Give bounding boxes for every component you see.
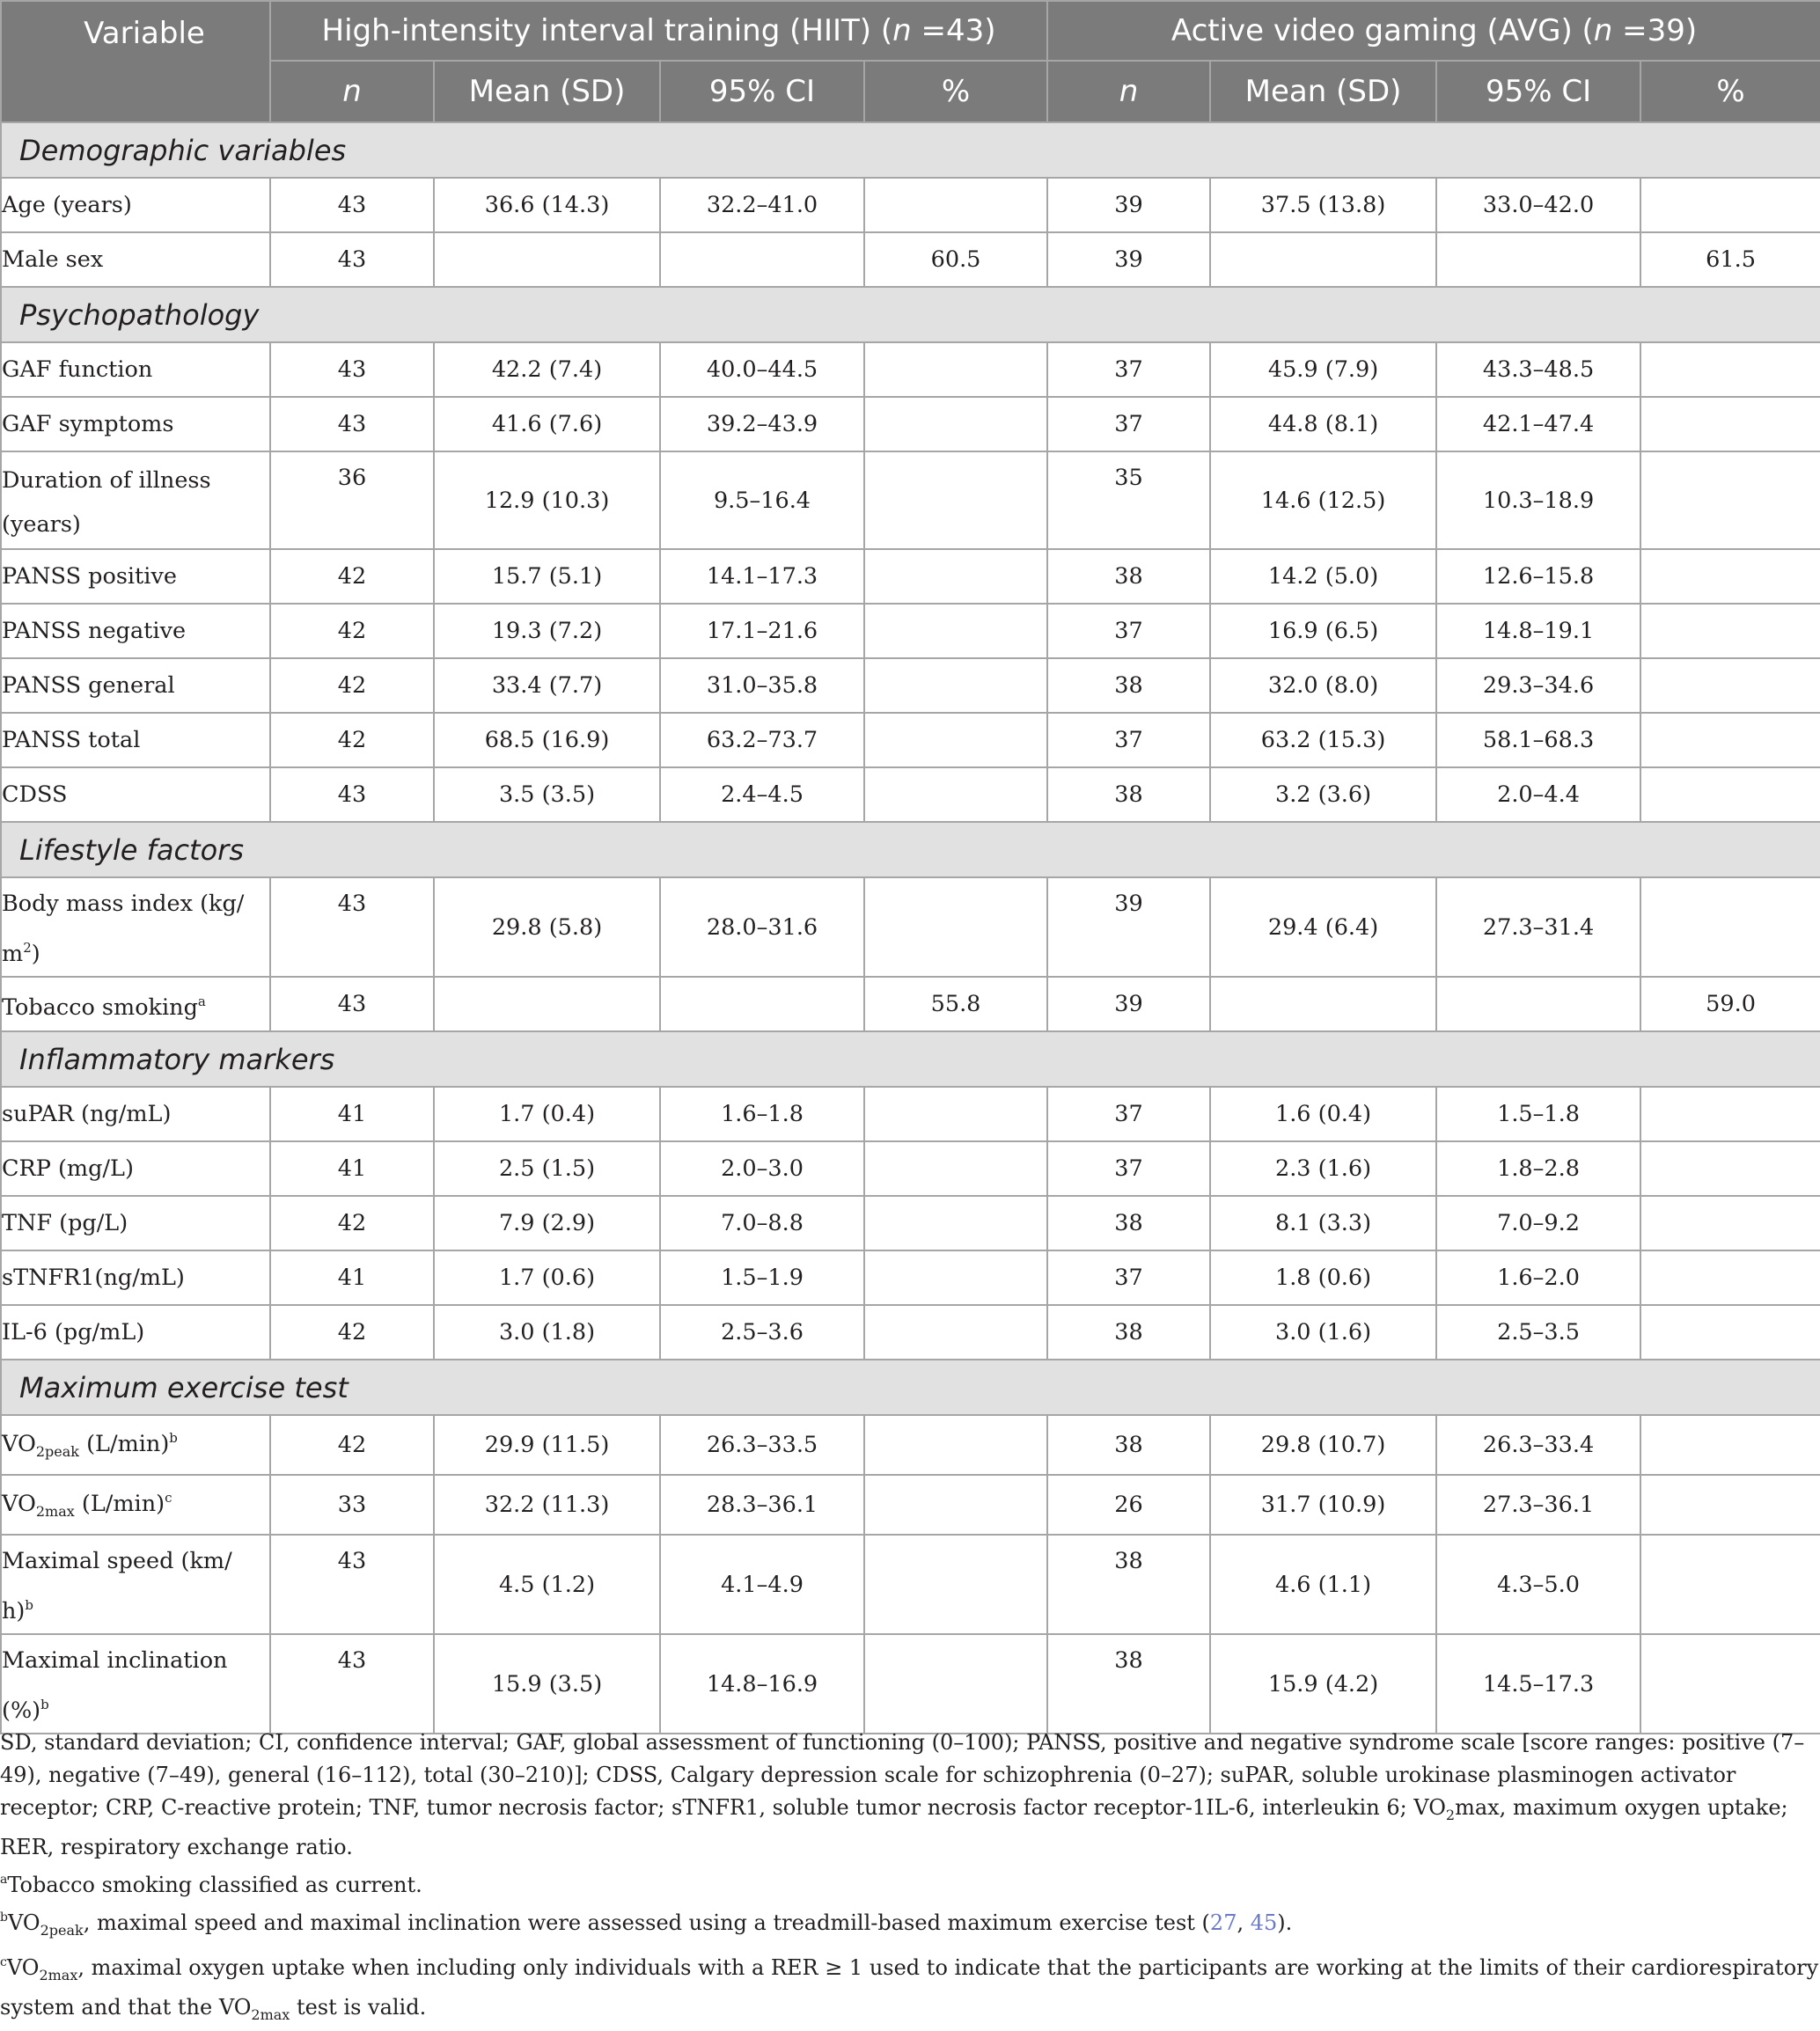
header-col-n: n — [270, 61, 434, 122]
hiit-n: 41 — [270, 1087, 434, 1141]
hiit-mean: 42.2 (7.4) — [434, 342, 660, 397]
hiit-pct — [864, 1305, 1047, 1360]
avg-mean: 15.9 (4.2) — [1210, 1634, 1436, 1734]
section-row — [1, 287, 1820, 342]
avg-ci: 2.0–4.4 — [1436, 767, 1640, 822]
avg-mean: 4.6 (1.1) — [1210, 1535, 1436, 1634]
reference-link[interactable]: 45 — [1250, 1910, 1278, 1935]
avg-ci: 27.3–31.4 — [1436, 877, 1640, 977]
avg-mean: 1.8 (0.6) — [1210, 1250, 1436, 1305]
hiit-ci: 14.8–16.9 — [660, 1634, 864, 1734]
hiit-mean: 1.7 (0.4) — [434, 1087, 660, 1141]
hiit-n: 43 — [270, 342, 434, 397]
avg-pct — [1640, 877, 1820, 977]
footnote-b: $^bVO_{2peak}$, maximal speed and maximal inclination were assessed using a treadmill-based maximum exercise test (27, 45). — [0, 1910, 1293, 1939]
avg-pct — [1640, 549, 1820, 604]
hiit-pct — [864, 767, 1047, 822]
hiit-ci: 26.3–33.5 — [660, 1415, 864, 1475]
avg-ci: 14.5–17.3 — [1436, 1634, 1640, 1734]
hiit-ci: 4.1–4.9 — [660, 1535, 864, 1634]
row-label: suPAR (ng/mL) — [1, 1087, 270, 1141]
avg-n: 38 — [1047, 1415, 1210, 1475]
header-col-mean: Mean (SD) — [1210, 61, 1436, 122]
hiit-ci: 28.0–31.6 — [660, 877, 864, 977]
hiit-pct — [864, 877, 1047, 977]
header-col-pct: % — [1640, 61, 1820, 122]
avg-n: 37 — [1047, 604, 1210, 658]
table-footnotes — [0, 1727, 1820, 2031]
avg-mean: 45.9 (7.9) — [1210, 342, 1436, 397]
avg-ci: 43.3–48.5 — [1436, 342, 1640, 397]
hiit-pct — [864, 342, 1047, 397]
table-row — [1, 342, 1820, 397]
row-label: CDSS — [1, 767, 270, 822]
table-row — [1, 1475, 1820, 1535]
hiit-n: 43 — [270, 232, 434, 287]
hiit-mean: 33.4 (7.7) — [434, 658, 660, 713]
hiit-ci: 63.2–73.7 — [660, 713, 864, 767]
hiit-ci: 2.0–3.0 — [660, 1141, 864, 1196]
row-label: Tobacco smoking$^a$ — [1, 977, 270, 1031]
table-row — [1, 604, 1820, 658]
row-label: Body mass index (kg/ $m^2$) — [1, 877, 270, 977]
avg-ci: 1.5–1.8 — [1436, 1087, 1640, 1141]
avg-n: 37 — [1047, 342, 1210, 397]
hiit-pct — [864, 397, 1047, 451]
header-col-ci: 95% CI — [1436, 61, 1640, 122]
table-row — [1, 877, 1820, 977]
row-label: PANSS general — [1, 658, 270, 713]
avg-ci: 1.6–2.0 — [1436, 1250, 1640, 1305]
reference-link[interactable]: 27 — [1209, 1910, 1237, 1935]
avg-ci — [1436, 232, 1640, 287]
header-variable: Variable — [1, 1, 270, 122]
hiit-mean: 19.3 (7.2) — [434, 604, 660, 658]
avg-ci: 14.8–19.1 — [1436, 604, 1640, 658]
hiit-pct — [864, 658, 1047, 713]
table-row — [1, 549, 1820, 604]
hiit-pct — [864, 1535, 1047, 1634]
avg-mean: 1.6 (0.4) — [1210, 1087, 1436, 1141]
avg-pct — [1640, 713, 1820, 767]
hiit-ci — [660, 232, 864, 287]
avg-mean: 29.8 (10.7) — [1210, 1415, 1436, 1475]
hiit-ci: 39.2–43.9 — [660, 397, 864, 451]
table-row — [1, 1250, 1820, 1305]
header-col-mean: Mean (SD) — [434, 61, 660, 122]
table-row — [1, 451, 1820, 549]
avg-n: 39 — [1047, 877, 1210, 977]
row-label: IL-6 (pg/mL) — [1, 1305, 270, 1360]
avg-n: 37 — [1047, 1141, 1210, 1196]
table-row — [1, 232, 1820, 287]
avg-ci: 27.3–36.1 — [1436, 1475, 1640, 1535]
hiit-ci: 2.5–3.6 — [660, 1305, 864, 1360]
table-row — [1, 1305, 1820, 1360]
avg-ci: 7.0–9.2 — [1436, 1196, 1640, 1250]
hiit-n: 42 — [270, 549, 434, 604]
avg-pct — [1640, 1475, 1820, 1535]
avg-n: 38 — [1047, 1196, 1210, 1250]
hiit-pct: 55.8 — [864, 977, 1047, 1031]
avg-pct — [1640, 1141, 1820, 1196]
hiit-mean: 29.9 (11.5) — [434, 1415, 660, 1475]
avg-mean: 37.5 (13.8) — [1210, 178, 1436, 232]
row-label: sTNFR1(ng/mL) — [1, 1250, 270, 1305]
avg-n: 39 — [1047, 232, 1210, 287]
table-body — [1, 122, 1820, 1734]
row-label: PANSS total — [1, 713, 270, 767]
avg-mean: 29.4 (6.4) — [1210, 877, 1436, 977]
row-label: Age (years) — [1, 178, 270, 232]
hiit-n: 43 — [270, 977, 434, 1031]
hiit-pct: 60.5 — [864, 232, 1047, 287]
hiit-mean: 12.9 (10.3) — [434, 451, 660, 549]
avg-mean — [1210, 977, 1436, 1031]
hiit-mean — [434, 977, 660, 1031]
hiit-ci: 1.6–1.8 — [660, 1087, 864, 1141]
avg-pct — [1640, 178, 1820, 232]
hiit-n: 42 — [270, 1196, 434, 1250]
hiit-n: 43 — [270, 397, 434, 451]
avg-pct — [1640, 342, 1820, 397]
hiit-mean: 7.9 (2.9) — [434, 1196, 660, 1250]
avg-pct — [1640, 604, 1820, 658]
avg-pct — [1640, 1535, 1820, 1634]
hiit-ci: 32.2–41.0 — [660, 178, 864, 232]
hiit-n: 42 — [270, 1305, 434, 1360]
row-label: $VO_{2max}$ $(L/\min)^c$ — [1, 1475, 270, 1535]
avg-n: 38 — [1047, 549, 1210, 604]
hiit-n: 43 — [270, 178, 434, 232]
section-title-lifestyle: Lifestyle factors — [1, 822, 1820, 877]
row-label: Duration of illness (years) — [1, 451, 270, 549]
avg-mean: 14.2 (5.0) — [1210, 549, 1436, 604]
table-row — [1, 1634, 1820, 1734]
hiit-mean: 3.0 (1.8) — [434, 1305, 660, 1360]
avg-mean: 31.7 (10.9) — [1210, 1475, 1436, 1535]
header-row-columns — [1, 61, 1820, 122]
hiit-mean: 32.2 (11.3) — [434, 1475, 660, 1535]
avg-n: 37 — [1047, 713, 1210, 767]
avg-mean: 14.6 (12.5) — [1210, 451, 1436, 549]
row-label: Maximal speed (km/ h)$^b$ — [1, 1535, 270, 1634]
hiit-n: 42 — [270, 658, 434, 713]
avg-n: 38 — [1047, 1634, 1210, 1734]
footnote-a: $^a$Tobacco smoking classified as current. — [0, 1873, 422, 1897]
row-label: $VO_{2peak}$ $(L/\min)^b$ — [1, 1415, 270, 1475]
section-title-inflammatory: Inflammatory markers — [1, 1031, 1820, 1087]
hiit-pct — [864, 451, 1047, 549]
hiit-ci: 31.0–35.8 — [660, 658, 864, 713]
avg-n: 37 — [1047, 1087, 1210, 1141]
hiit-mean: 3.5 (3.5) — [434, 767, 660, 822]
avg-pct — [1640, 1196, 1820, 1250]
avg-ci: 2.5–3.5 — [1436, 1305, 1640, 1360]
avg-pct — [1640, 658, 1820, 713]
table-header — [1, 1, 1820, 122]
row-label: GAF symptoms — [1, 397, 270, 451]
hiit-n: 43 — [270, 1535, 434, 1634]
hiit-pct — [864, 1475, 1047, 1535]
avg-pct — [1640, 1250, 1820, 1305]
avg-pct — [1640, 1634, 1820, 1734]
table-row — [1, 713, 1820, 767]
avg-n: 39 — [1047, 977, 1210, 1031]
avg-ci: 33.0–42.0 — [1436, 178, 1640, 232]
avg-pct — [1640, 1087, 1820, 1141]
hiit-n: 33 — [270, 1475, 434, 1535]
avg-n: 37 — [1047, 397, 1210, 451]
table-row — [1, 1196, 1820, 1250]
hiit-n: 41 — [270, 1141, 434, 1196]
table-row — [1, 397, 1820, 451]
avg-mean: 3.0 (1.6) — [1210, 1305, 1436, 1360]
table-row — [1, 1141, 1820, 1196]
avg-n: 38 — [1047, 658, 1210, 713]
hiit-pct — [864, 549, 1047, 604]
avg-mean: 3.2 (3.6) — [1210, 767, 1436, 822]
avg-ci: 29.3–34.6 — [1436, 658, 1640, 713]
hiit-mean: 1.7 (0.6) — [434, 1250, 660, 1305]
hiit-n: 43 — [270, 877, 434, 977]
hiit-ci: 7.0–8.8 — [660, 1196, 864, 1250]
avg-ci: 26.3–33.4 — [1436, 1415, 1640, 1475]
avg-n: 38 — [1047, 767, 1210, 822]
avg-pct — [1640, 767, 1820, 822]
hiit-mean: 41.6 (7.6) — [434, 397, 660, 451]
row-label: TNF (pg/L) — [1, 1196, 270, 1250]
hiit-pct — [864, 178, 1047, 232]
avg-ci — [1436, 977, 1640, 1031]
hiit-pct — [864, 713, 1047, 767]
hiit-pct — [864, 1634, 1047, 1734]
avg-ci: 10.3–18.9 — [1436, 451, 1640, 549]
hiit-mean: 36.6 (14.3) — [434, 178, 660, 232]
avg-pct — [1640, 451, 1820, 549]
hiit-n: 41 — [270, 1250, 434, 1305]
hiit-mean: 4.5 (1.2) — [434, 1535, 660, 1634]
avg-n: 26 — [1047, 1475, 1210, 1535]
hiit-mean — [434, 232, 660, 287]
avg-n: 35 — [1047, 451, 1210, 549]
avg-mean: 44.8 (8.1) — [1210, 397, 1436, 451]
hiit-ci: 14.1–17.3 — [660, 549, 864, 604]
section-row — [1, 822, 1820, 877]
row-label: CRP (mg/L) — [1, 1141, 270, 1196]
row-label: Male sex — [1, 232, 270, 287]
header-col-ci: 95% CI — [660, 61, 864, 122]
hiit-n: 43 — [270, 1634, 434, 1734]
hiit-n: 42 — [270, 713, 434, 767]
hiit-mean: 2.5 (1.5) — [434, 1141, 660, 1196]
table-row — [1, 658, 1820, 713]
avg-pct — [1640, 1415, 1820, 1475]
hiit-pct — [864, 1196, 1047, 1250]
avg-ci: 42.1–47.4 — [1436, 397, 1640, 451]
hiit-ci: 9.5–16.4 — [660, 451, 864, 549]
avg-n: 38 — [1047, 1305, 1210, 1360]
section-title-psychopathology: Psychopathology — [1, 287, 1820, 342]
section-title-exercise: Maximum exercise test — [1, 1360, 1820, 1415]
hiit-ci: 40.0–44.5 — [660, 342, 864, 397]
hiit-pct — [864, 1141, 1047, 1196]
avg-ci: 1.8–2.8 — [1436, 1141, 1640, 1196]
hiit-ci — [660, 977, 864, 1031]
avg-ci: 4.3–5.0 — [1436, 1535, 1640, 1634]
avg-ci: 12.6–15.8 — [1436, 549, 1640, 604]
hiit-n: 43 — [270, 767, 434, 822]
section-row — [1, 122, 1820, 178]
hiit-ci: 17.1–21.6 — [660, 604, 864, 658]
avg-pct — [1640, 397, 1820, 451]
hiit-n: 42 — [270, 604, 434, 658]
avg-ci: 58.1–68.3 — [1436, 713, 1640, 767]
section-title-demographic: Demographic variables — [1, 122, 1820, 178]
header-col-pct: % — [864, 61, 1047, 122]
hiit-pct — [864, 1415, 1047, 1475]
footnote-abbreviations: SD, standard deviation; CI, confidence interval; GAF, global assessment of functioning (0–100); PANSS, positive and negative syndrome scale [score ranges: positive (7–49), negative (7–49), general (16–112), total (30–210)]; CDSS, Calgary depression scale for schizophrenia (0–27); suPAR, soluble urokinase plasminogen activator receptor; CRP, C-reactive protein; TNF, tumor necrosis factor; sTNFR1, soluble tumor necrosis factor receptor-1IL-6, interleukin 6; $VO_2\max$, maximum oxygen uptake; RER, respiratory exchange ratio. — [0, 1730, 1805, 1859]
hiit-ci: 28.3–36.1 — [660, 1475, 864, 1535]
avg-pct: 61.5 — [1640, 232, 1820, 287]
footnote-c: $^cVO_{2max}$, maximal oxygen uptake when including only individuals with a RER ≥ 1 used to indicate that the participants are working at the limits of their cardiorespiratory system and that the $VO_{2max}$ test is valid. — [0, 1955, 1819, 2023]
header-group-avg: Active video gaming (AVG) (n =39) — [1047, 1, 1820, 61]
avg-n: 38 — [1047, 1535, 1210, 1634]
row-label: PANSS negative — [1, 604, 270, 658]
table-row — [1, 178, 1820, 232]
avg-pct — [1640, 1305, 1820, 1360]
hiit-mean: 68.5 (16.9) — [434, 713, 660, 767]
avg-mean: 2.3 (1.6) — [1210, 1141, 1436, 1196]
hiit-mean: 15.7 (5.1) — [434, 549, 660, 604]
section-row — [1, 1031, 1820, 1087]
row-label: Maximal inclination (%)$^b$ — [1, 1634, 270, 1734]
avg-n: 37 — [1047, 1250, 1210, 1305]
avg-n: 39 — [1047, 178, 1210, 232]
table-row — [1, 1087, 1820, 1141]
hiit-pct — [864, 604, 1047, 658]
hiit-pct — [864, 1250, 1047, 1305]
hiit-n: 42 — [270, 1415, 434, 1475]
table-row — [1, 767, 1820, 822]
avg-mean: 32.0 (8.0) — [1210, 658, 1436, 713]
row-label: GAF function — [1, 342, 270, 397]
hiit-ci: 2.4–4.5 — [660, 767, 864, 822]
avg-mean — [1210, 232, 1436, 287]
header-row-groups — [1, 1, 1820, 61]
table-row — [1, 1535, 1820, 1634]
table-row — [1, 1415, 1820, 1475]
avg-mean: 8.1 (3.3) — [1210, 1196, 1436, 1250]
header-group-hiit: High-intensity interval training (HIIT) (n =43) — [270, 1, 1047, 61]
hiit-mean: 15.9 (3.5) — [434, 1634, 660, 1734]
avg-pct: 59.0 — [1640, 977, 1820, 1031]
hiit-pct — [864, 1087, 1047, 1141]
hiit-n: 36 — [270, 451, 434, 549]
row-label: PANSS positive — [1, 549, 270, 604]
section-row — [1, 1360, 1820, 1415]
avg-mean: 16.9 (6.5) — [1210, 604, 1436, 658]
hiit-mean: 29.8 (5.8) — [434, 877, 660, 977]
hiit-ci: 1.5–1.9 — [660, 1250, 864, 1305]
avg-mean: 63.2 (15.3) — [1210, 713, 1436, 767]
table-row — [1, 977, 1820, 1031]
header-col-n: n — [1047, 61, 1210, 122]
